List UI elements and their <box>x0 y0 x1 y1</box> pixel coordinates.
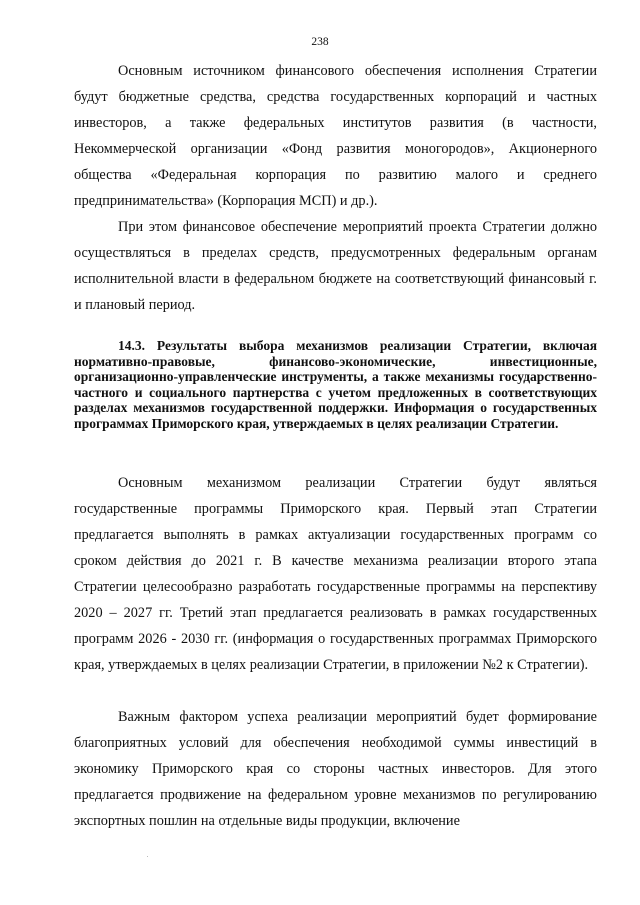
page-number: 238 <box>311 36 329 48</box>
paragraph-state-programs: Основным механизмом реализации Стратегии будут являться государственные программы Приморского края. Первый этап Стратегии предлагается выполнять в рамках актуализации государственных программ со сроком действия до 2021 г. В качестве механизма реализации второго этапа Стратегии целесообразно разработать государственные программы на перспективу 2020 – 2027 гг. Третий этап предлагается реализовать в рамках государственных программ 2026 - 2030 гг. (информация о государственных программах Приморского края, утверждаемых в целях реализации Стратегии, в приложении №2 к Стратегии). <box>74 475 597 673</box>
section-heading: 14.3. Результаты выбора механизмов реализации Стратегии, включая нормативно-правовые, финансово-экономические, инвестиционные, организационно-управленческие инструменты, а также механизмы государственно-частного и социального партнерства с учетом предложенных в соответствующих разделах механизмов государственной поддержки. Информация о государственных программах Приморского края, утверждаемых в целях реализации Стратегии. <box>74 338 597 431</box>
text-block-4 <box>74 704 597 834</box>
text-block-2 <box>74 214 597 318</box>
section-heading-block <box>74 338 597 432</box>
text-block-1 <box>74 58 597 214</box>
paragraph-success-factor: Важным фактором успеха реализации мероприятий будет формирование благоприятных условий для обеспечения необходимой суммы инвестиций в экономику Приморского края со стороны частных инвесторов. Для этого предлагается продвижение на федеральном уровне механизмов по регулированию экспортных пошлин на отдельные виды продукции, включение <box>74 709 597 829</box>
scan-speck <box>147 856 148 857</box>
paragraph-financial-limits: При этом финансовое обеспечение мероприятий проекта Стратегии должно осуществляться в пределах средств, предусмотренных федеральным органам исполнительной власти в федеральном бюджете на соответствующий финансовый г. и плановый период. <box>74 219 597 313</box>
text-block-3 <box>74 470 597 678</box>
paragraph-funding-sources: Основным источником финансового обеспечения исполнения Стратегии будут бюджетные средства, средства государственных корпораций и частных инвесторов, а также федеральных институтов развития (в частности, Некоммерческой организации «Фонд развития моногородов», Акционерного общества «Федеральная корпорация по развитию малого и среднего предпринимательства» (Корпорация МСП) и др.). <box>74 63 597 209</box>
